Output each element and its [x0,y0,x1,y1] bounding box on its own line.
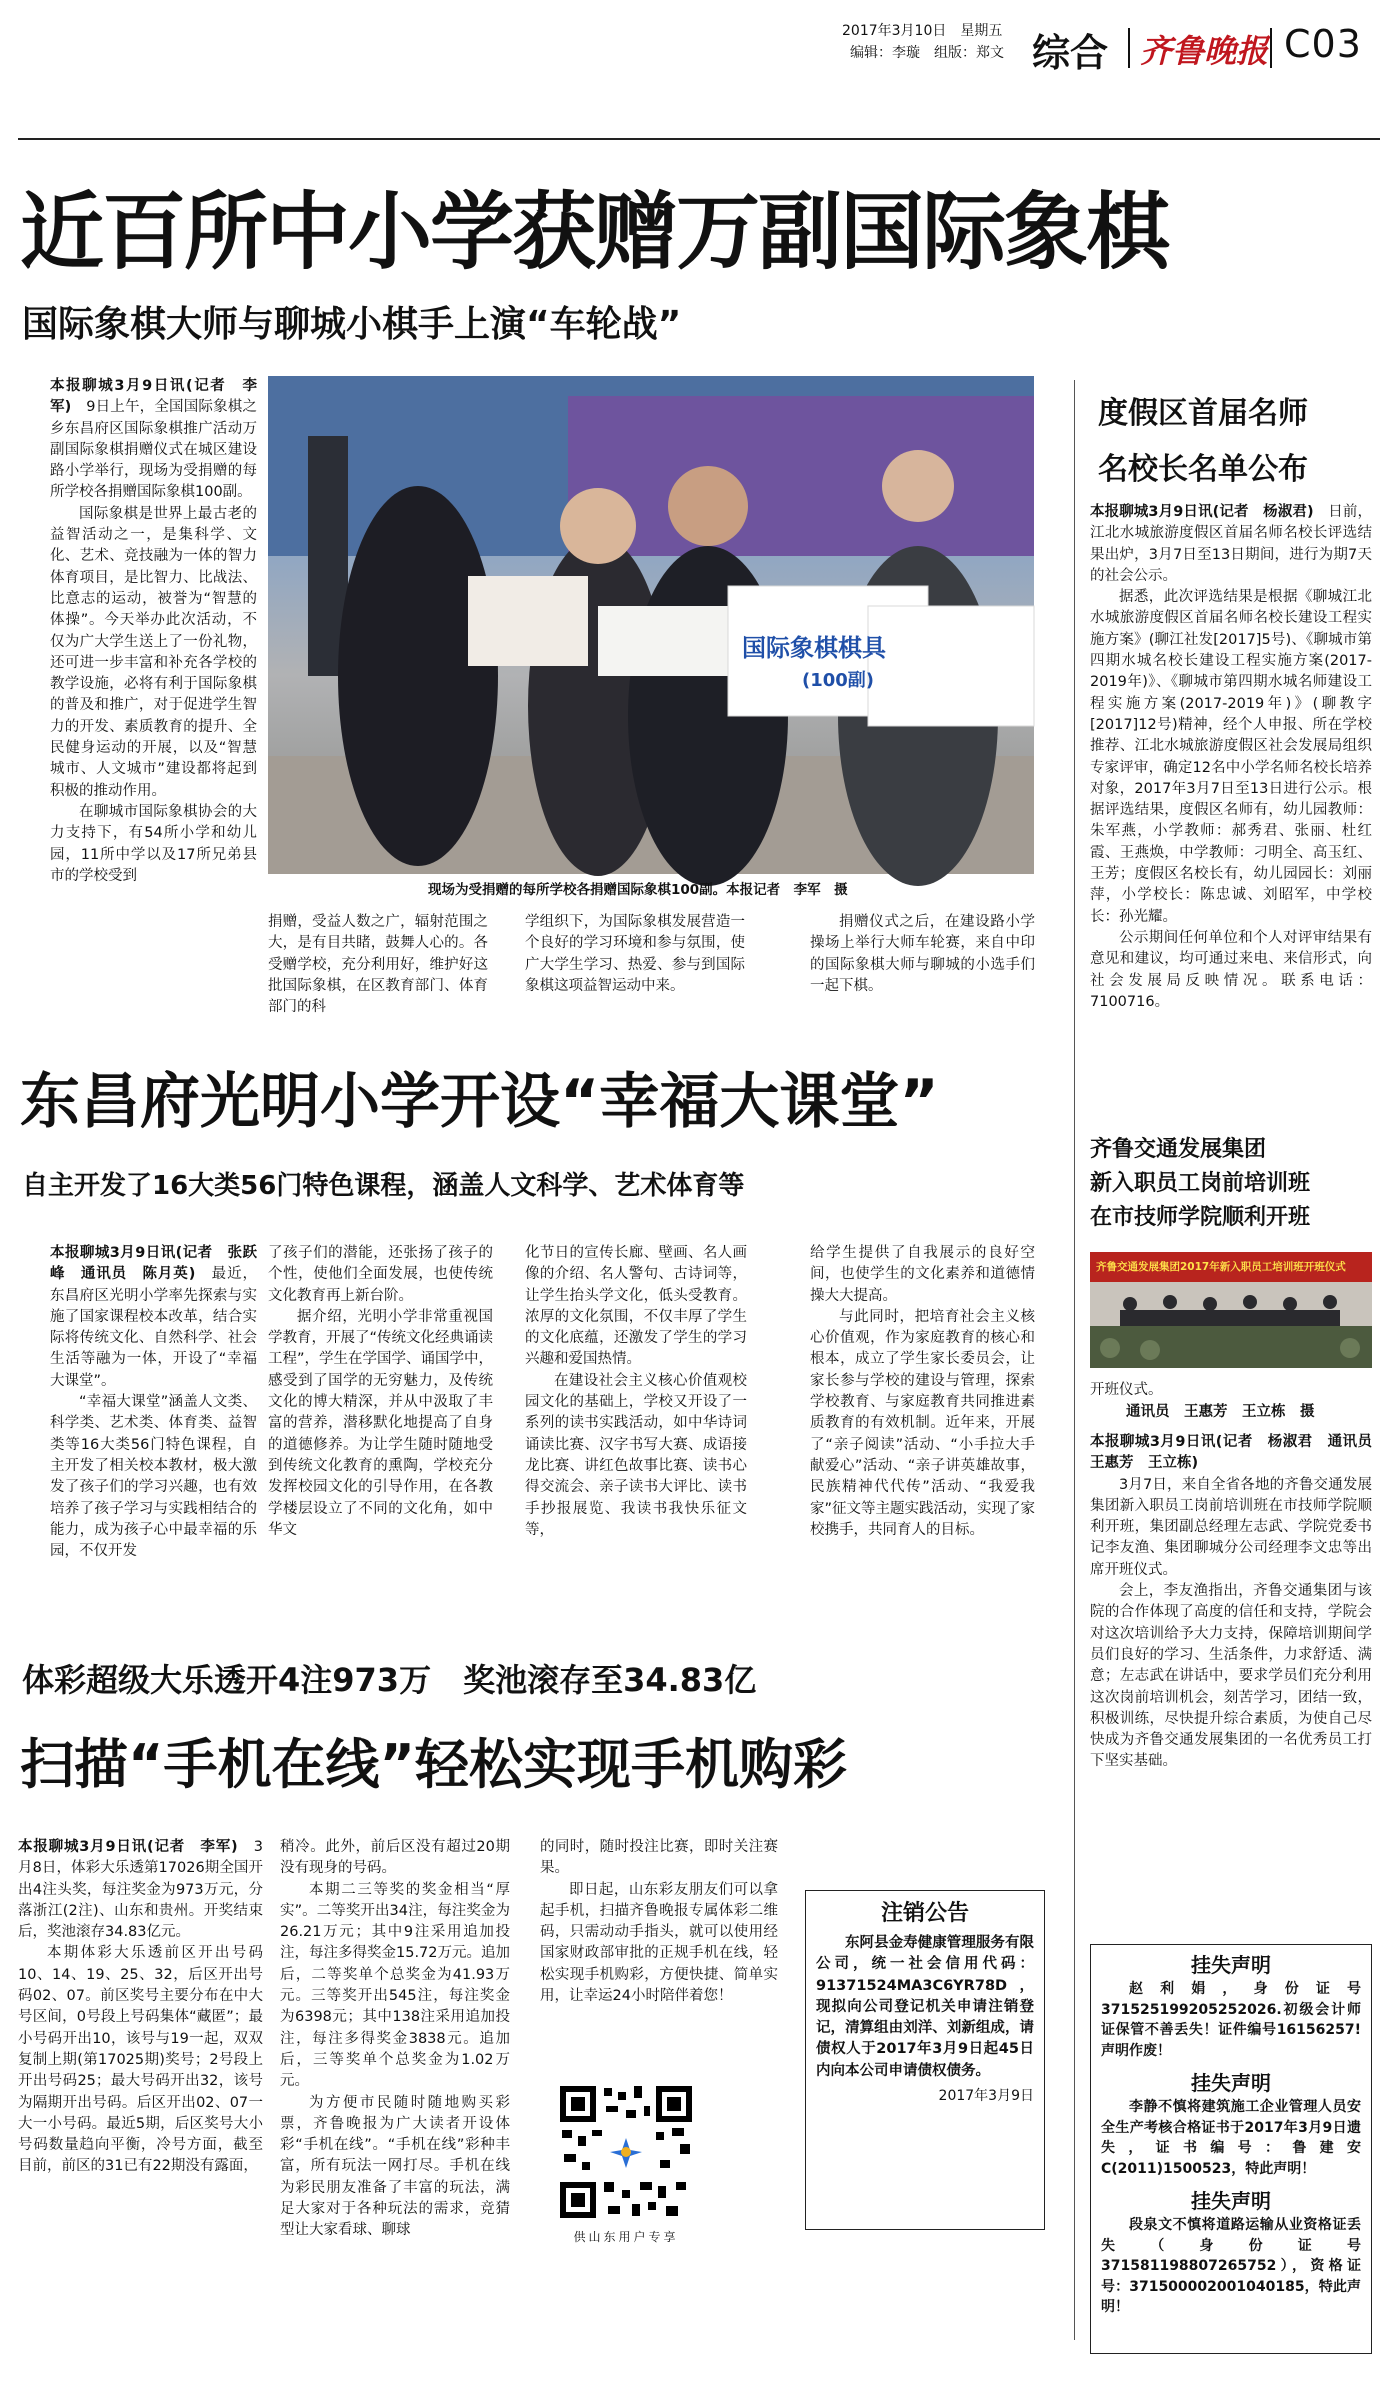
right2-headline-2: 新入职员工岗前培训班 [1090,1171,1311,1196]
story1-column-4: 捐赠仪式之后，在建设路小学操场上举行大师车轮赛，来自中印的国际象棋大师与聊城的小选手们一起下棋。 [810,914,1035,994]
editor-credit: 编辑：李璇 组版：郑文 [850,45,1004,61]
lost-notice-title: 挂失声明 [1191,1953,1271,1977]
right2-headline-3: 在市技师学院顺利开班 [1090,1205,1311,1230]
story2-headline: 东昌府光明小学开设“幸福大课堂” [20,1067,939,1137]
right2-headline-1: 齐鲁交通发展集团 [1090,1137,1267,1162]
notice-body: 东阿县金寿健康管理服务有限公司，统一社会信用代码：91371524MA3C6YR78D，现拟向公司登记机关申请注销登记，清算组由刘洋、刘新组成，请债权人于2017年3月9日起45日内向本公司申请债权债务。 [816,1935,1034,2079]
story2-column-4: 给学生提供了自我展示的良好空间，也使学生的文化素养和道德情操大大提高。 与此同时，把培育社会主义核心价值观，作为家庭教育的核心和根本，成立了学生家长委员会，让家长参与学校的建设与管理，探索学校教育、与家庭教育共同推进素质教育的有效机制。近年来，开展了“亲子阅读”活动、“小手拉大手献爱心”活动、“亲子讲英雄故事，民族精神代代传”活动、“我爱我家”征文等主题实践活动，实现了家校携手，共同育人的目标。 [810,1245,1036,1538]
lost-notices-box [1090,1944,1372,2354]
right2-caption-1: 开班仪式。 [1090,1382,1163,1398]
lost-notice [1101,1951,1361,2061]
qr-code-block [556,2082,696,2262]
divider-bar-2 [1270,28,1272,68]
lost-notice-body: 李静不慎将建筑施工企业管理人员安全生产考核合格证书于2017年3月9日遗失，证书编号：鲁建安C(2011)1500523，特此声明！ [1101,2099,1361,2177]
banner-sub: (100副) [802,670,875,691]
training-banner-text: 齐鲁交通发展集团2017年新入职员工培训班开班仪式 [1096,1261,1346,1273]
story2-column-2: 了孩子们的潜能，还张扬了孩子的个性，使他们全面发展，也使传统文化教育再上新台阶。 据介绍，光明小学非常重视国学教育，开展了“传统文化经典诵读工程”，学生在学国学、诵国学中，感受到了国学的无穷魅力，及传统文化的博大精深，并从中汲取了丰富的营养，潜移默化地提高了自身的道德修养。为让学生随时随地受到传统文化教育的熏陶，学校充分发挥校园文化的引导作用，在各教学楼层设立了不同的文化角，如中华文 [268,1245,494,1538]
story3-column-3: 的同时，随时投注比赛，即时关注赛果。 即日起，山东彩友朋友们可以拿起手机，扫描齐鲁晚报专属体彩二维码，只需动动手指头，就可以使用经国家财政部审批的正规手机在线，轻松实现手机购彩，方便快捷、简单实用，让幸运24小时陪伴着您！ [540,1839,778,2005]
story1-column-1: 本报聊城3月9日讯(记者 李军) 9日上午，全国国际象棋之乡东昌府区国际象棋推广活动万副国际象棋捐赠仪式在城区建设路小学举行，现场为受捐赠的每所学校各捐赠国际象棋100副。 国际象棋是世界上最古老的益智活动之一，是集科学、文化、艺术、竞技融为一体的智力体育项目，是比智力、比战法、比意志的运动，被誉为“智慧的体操”。今天举办此次活动，不仅为广大学生送上了一份礼物，还可进一步丰富和补充各学校的教学设施，必将有利于国际象棋的普及和推广，对于促进学生智力的开发、素质教育的提升、全民健身运动的开展，以及“智慧城市、人文城市”建设都将起到积极的推动作用。 在聊城市国际象棋协会的大力支持下，有54所小学和幼儿园，11所中学以及17所兄弟县市的学校受到 [50,378,257,884]
photo-scene [268,376,1034,874]
story1-photo-caption: 现场为受捐赠的每所学校各捐赠国际象棋100副。本报记者 李军 摄 [428,882,848,898]
header-rule [18,138,1380,140]
notice-title: 注销公告 [880,1901,969,1926]
banner-title: 国际象棋棋具 [742,634,886,662]
page-number: C03 [1284,22,1362,66]
story1-column-2: 捐赠，受益人数之广，辐射范围之大，是有目共睹，鼓舞人心的。各受赠学校，充分利用好，维护好这批国际象棋，在区教育部门、体育部门的科 [268,914,488,1016]
story2-column-1: 本报聊城3月9日讯(记者 张跃峰 通讯员 陈月英) 最近，东昌府区光明小学率先探索与实施了国家课程校本改革，结合实际将传统文化、自然科学、社会生活等融为一体，开设了“幸福大课堂”。 “幸福大课堂”涵盖人文类、科学类、艺术类、体育类、益智类等16大类56门特色课程，自主开发了相关校本教材，极大激发了孩子们的学习兴趣，也有效培养了孩子学习与实践相结合的能力，成为孩子心中最幸福的乐园，不仅开发 [50,1245,257,1560]
story1-column-3: 学组织下，为国际象棋发展营造一个良好的学习环境和参与氛围，使广大学生学习、热爱、参与到国际象棋这项益智运动中来。 [525,914,745,994]
story1-headline: 近百所中小学获赠万副国际象棋 [20,183,1169,281]
story1-subhead: 国际象棋大师与聊城小棋手上演“车轮战” [22,304,682,345]
lost-notice-title: 挂失声明 [1191,2189,1271,2213]
lost-notice [1101,2069,1361,2179]
story3-kicker: 体彩超级大乐透开4注973万 奖池滚存至34.83亿 [22,1661,757,1699]
qr-caption: 供山东用户专享 [573,2230,679,2244]
section-name: 综合 [1032,31,1109,75]
story2-subhead: 自主开发了16大类56门特色课程，涵盖人文科学、艺术体育等 [22,1171,745,1201]
masthead [0,0,1395,140]
lost-notice-body: 赵利娟，身份证号371525199205252026.初级会计师证保管不善丢失！证件编号16156257!声明作废！ [1101,1981,1361,2059]
story3-column-2: 稍冷。此外，前后区没有超过20期没有现身的号码。 本期二三等奖的奖金相当“厚实”。二等奖开出34注，每注奖金为26.21万元；其中9注采用追加投注，每注多得奖金15.72万元。追加后，二等奖单个总奖金为41.93万元。三等奖开出545注，每注奖金为6398元；其中138注采用追加投注，每注多得奖金3838元。追加后，三等奖单个总奖金为1.02万元。 为方便市民随时随地购买彩票，齐鲁晚报为广大读者开设体彩“手机在线”。“手机在线”彩种丰富，所有玩法一网打尽。手机在线为彩民朋友准备了丰富的玩法，满足大家对于各种玩法的需求，竞猜型让大家看球、聊球 [280,1839,511,2239]
lost-notice-body: 段泉文不慎将道路运输从业资格证丢失（身份证号371581198807265752），资格证号：371500002001040185，特此声明！ [1101,2217,1361,2315]
right1-headline-1: 度假区首届名师 [1098,396,1308,431]
column-divider [1074,380,1075,2340]
right1-headline-2: 名校长名单公布 [1098,452,1308,487]
story3-headline: 扫描“手机在线”轻松实现手机购彩 [20,1733,847,1796]
lost-notice [1101,2187,1361,2318]
chess-donation-photo [268,376,1034,874]
training-class-photo [1090,1252,1372,1368]
paper-logo: 齐鲁晚报 [1140,32,1269,70]
right2-caption-2: 通讯员 王惠芳 王立栋 摄 [1126,1404,1315,1420]
issue-date: 2017年3月10日 星期五 [842,23,1003,39]
notice-date: 2017年3月9日 [938,2088,1034,2105]
cancellation-notice [805,1890,1045,2230]
lost-notice-title: 挂失声明 [1191,2071,1271,2095]
right1-body: 本报聊城3月9日讯(记者 杨淑君) 日前，江北水城旅游度假区首届名师名校长评选结果出炉，3月7日至13日期间，进行为期7天的社会公示。 据悉，此次评选结果是根据《聊城江北水城旅游度假区首届名师名校长建设工程实施方案》(聊江社发[2017]5号)、《聊城市第四期水城名校长建设工程实施方案(2017-2019年)》、《聊城市第四期水城名师建设工程实施方案(2017-2019年)》(聊教字[2017]12号)精神，经个人申报、所在学校推荐、江北水城旅游度假区社会发展局组织专家评审，确定12名中小学名师名校长培养对象，2017年3月7日至13日进行公示。根据评选结果，度假区名师有，幼儿园教师：朱军燕，小学教师：郝秀君、张丽、杜红霞、王燕焕，中学教师：刁明全、高玉红、王芳；度假区名校长有，幼儿园园长：刘丽萍，小学校长：陈忠诚、刘昭军，中学校长：孙光耀。 公示期间任何单位和个人对评审结果有意见和建议，均可通过来电、来信形式，向社会发展局反映情况。联系电话：7100716。 [1090,504,1373,1010]
divider-bar [1128,28,1130,68]
right2-body: 本报聊城3月9日讯(记者 杨淑君 通讯员 王惠芳 王立栋) 3月7日，来自全省各地的齐鲁交通发展集团新入职员工岗前培训班在市技师学院顺利开班，集团副总经理左志武、学院党委书记李友渔、集团聊城分公司经理李文忠等出席开班仪式。 会上，李友渔指出，齐鲁交通集团与该院的合作体现了高度的信任和支持，学院会对这次培训给予大力支持，保障培训期间学员们良好的学习、生活条件，力求舒适、满意；左志武在讲话中，要求学员们充分利用这次岗前培训机会，刻苦学习，团结一致，积极训练，尽快提升综合素质，为使自己尽快成为齐鲁交通发展集团的一名优秀员工打下坚实基础。 [1090,1434,1387,1770]
story3-column-1: 本报聊城3月9日讯(记者 李军) 3月8日，体彩大乐透第17026期全国开出4注头奖，每注奖金为973万元，分落浙江(2注)、山东和贵州。开奖结束后，奖池滚存34.83亿元。 本期体彩大乐透前区开出号码10、14、19、25、32，后区开出号码02、07。前区奖号主要分布在中大号区间，0号段上号码集体“藏匿”；最小号码开出10，该号与19一起，双双复制上期(第17025期)奖号；2号段上开出号码25；最大号码开出32，该号为隔期开出号码。后区开出02、07一大一小号码。最近5期，后区奖号大小号码数量趋向平衡，冷号方面，截至目前，前区的31已有22期没有露面， [18,1839,263,2175]
qr-code-icon [556,2082,696,2222]
story2-column-3: 化节日的宣传长廊、壁画、名人画像的介绍、名人警句、古诗词等，让学生抬头学文化，低头受教育。浓厚的文化氛围，不仅丰厚了学生的文化底蕴，还激发了学生的学习兴趣和爱国热情。 在建设社会主义核心价值观校园文化的基础上，学校又开设了一系列的读书实践活动，如中华诗词诵读比赛、汉字书写大赛、成语接龙比赛、讲红色故事比赛、读书心得交流会、亲子读书大评比、读书手抄报展览、我读书我快乐征文等， [525,1245,747,1538]
